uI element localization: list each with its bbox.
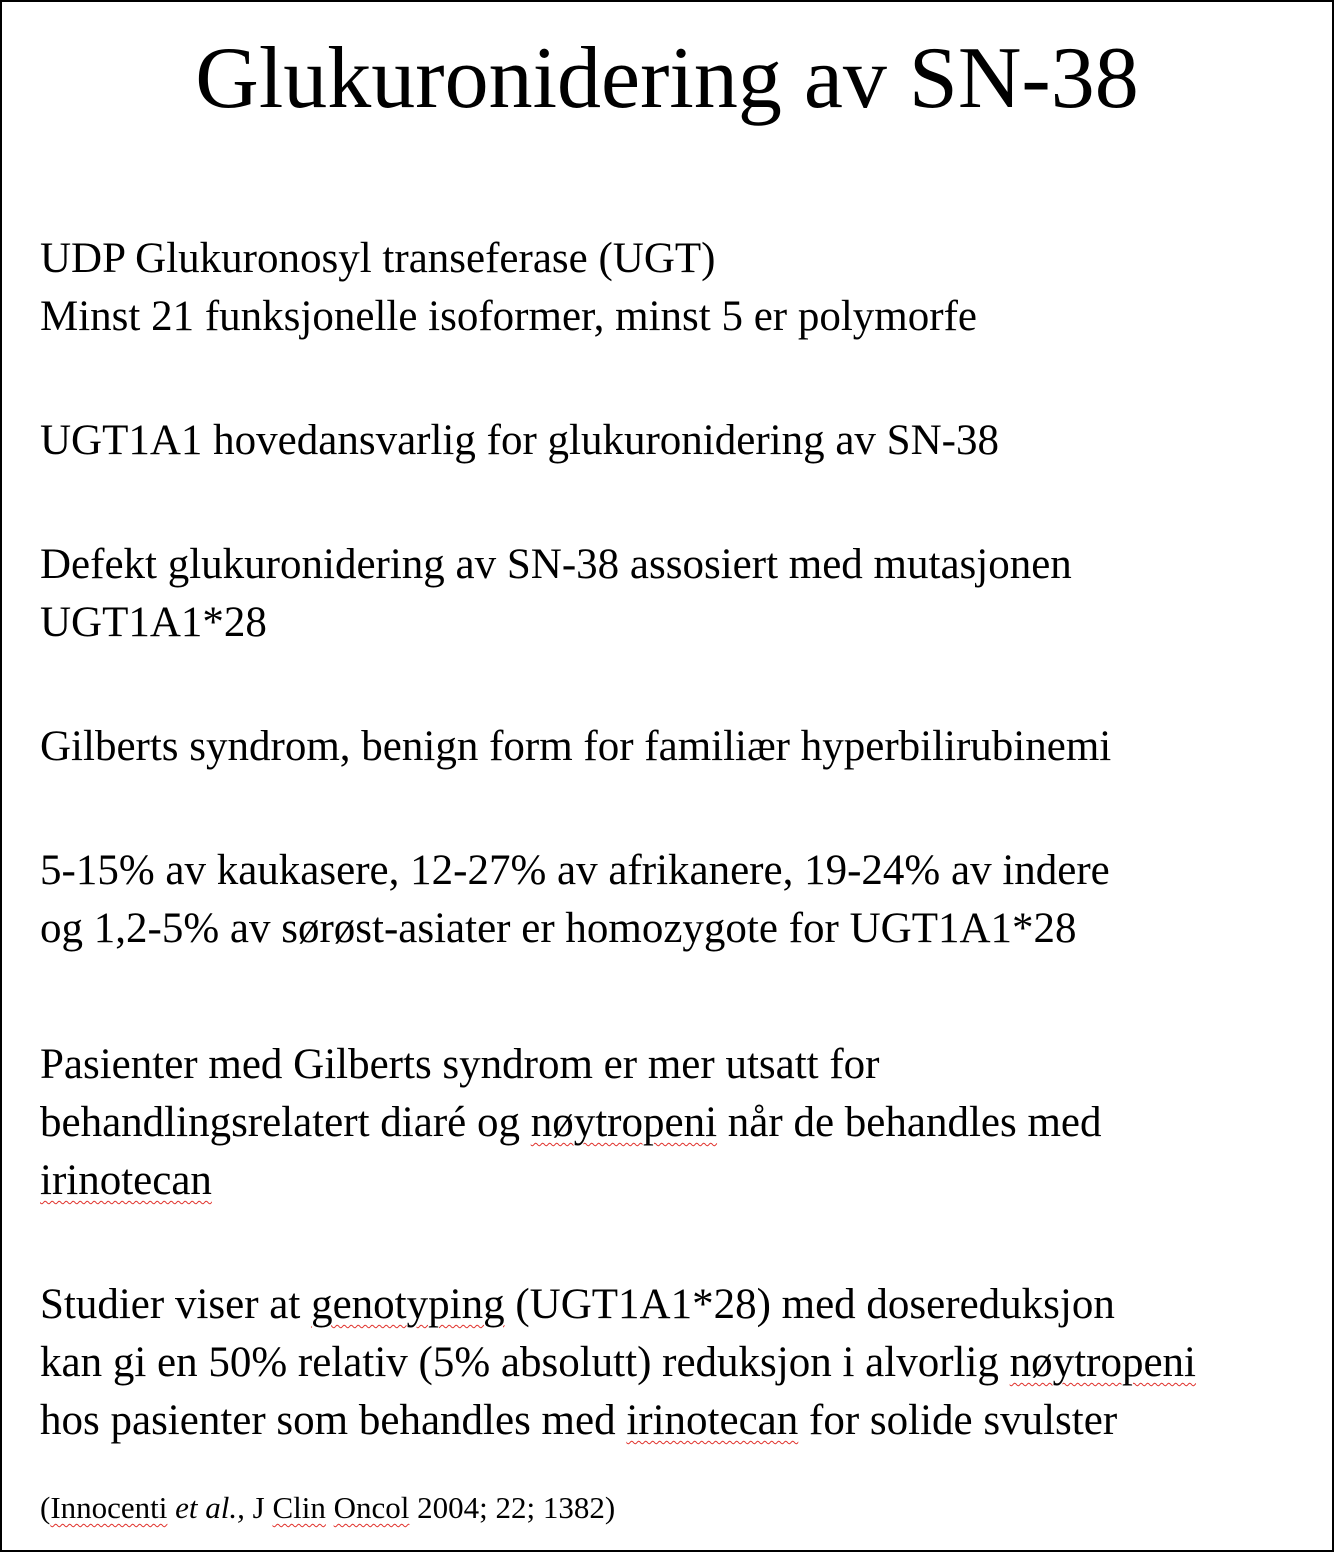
text-run: (UGT1A1*28) med dosereduksjon <box>504 1281 1115 1328</box>
text-run-italic: et al., <box>167 1490 245 1525</box>
paragraph-studier-line-2 <box>40 1334 1330 1392</box>
paragraph-pasienter-line-2 <box>40 1094 1330 1152</box>
paragraph-studier-line-1 <box>40 1276 1330 1334</box>
spellcheck-word: irinotecan <box>626 1397 799 1444</box>
paragraph-prevalence-line-1: 5-15% av kaukasere, 12-27% av afrikanere, 19-24% av indere <box>40 847 1110 894</box>
text-run: Studier viser at <box>40 1281 312 1328</box>
paragraph-defekt-line-1: Defekt glukuronidering av SN-38 assosiert med mutasjonen <box>40 541 1072 588</box>
spellcheck-word: Innocenti <box>50 1490 168 1525</box>
paragraph-studier-line-3 <box>40 1392 1330 1450</box>
spellcheck-word: genotyping <box>311 1281 505 1328</box>
slide-body <box>40 230 1330 1450</box>
paragraph-pasienter-line-1: Pasienter med Gilberts syndrom er mer utsatt for <box>40 1041 880 1088</box>
text-run: J <box>244 1490 273 1525</box>
spellcheck-word: nøytropeni <box>1009 1339 1196 1386</box>
paragraph-gilberts-line-1: Gilberts syndrom, benign form for familiær hyperbilirubinemi <box>40 723 1112 770</box>
paragraph-pasienter-line-3 <box>40 1152 1330 1210</box>
paragraph-defekt-line-2: UGT1A1*28 <box>40 599 267 646</box>
text-run: kan gi en 50% relativ (5% absolutt) reduksjon i alvorlig <box>40 1339 1010 1386</box>
text-run: for solide svulster <box>798 1397 1118 1444</box>
text-run: behandlingsrelatert diaré og <box>40 1099 531 1146</box>
spellcheck-word: irinotecan <box>40 1157 212 1204</box>
paragraph-ugt-line-2: Minst 21 funksjonelle isoformer, minst 5 er polymorfe <box>40 293 977 340</box>
spellcheck-word: nøytropeni <box>530 1099 718 1146</box>
slide-title: Glukuronidering av SN-38 <box>195 30 1139 127</box>
paragraph-ugt-line-1: UDP Glukuronosyl transeferase (UGT) <box>40 235 716 282</box>
text-run <box>326 1490 334 1525</box>
paragraph-ugt1a1-line-1: UGT1A1 hovedansvarlig for glukuronidering av SN-38 <box>40 417 999 464</box>
text-run: 2004; 22; 1382) <box>409 1490 616 1525</box>
paragraph-prevalence-line-2: og 1,2-5% av sørøst-asiater er homozygote for UGT1A1*28 <box>40 905 1077 952</box>
reference-citation <box>40 1488 615 1528</box>
text-run: hos pasienter som behandles med <box>40 1397 627 1444</box>
spellcheck-word: Oncol <box>333 1490 410 1525</box>
text-run: når de behandles med <box>717 1099 1102 1146</box>
text-run: ( <box>40 1490 51 1525</box>
spellcheck-word: Clin <box>272 1490 326 1525</box>
